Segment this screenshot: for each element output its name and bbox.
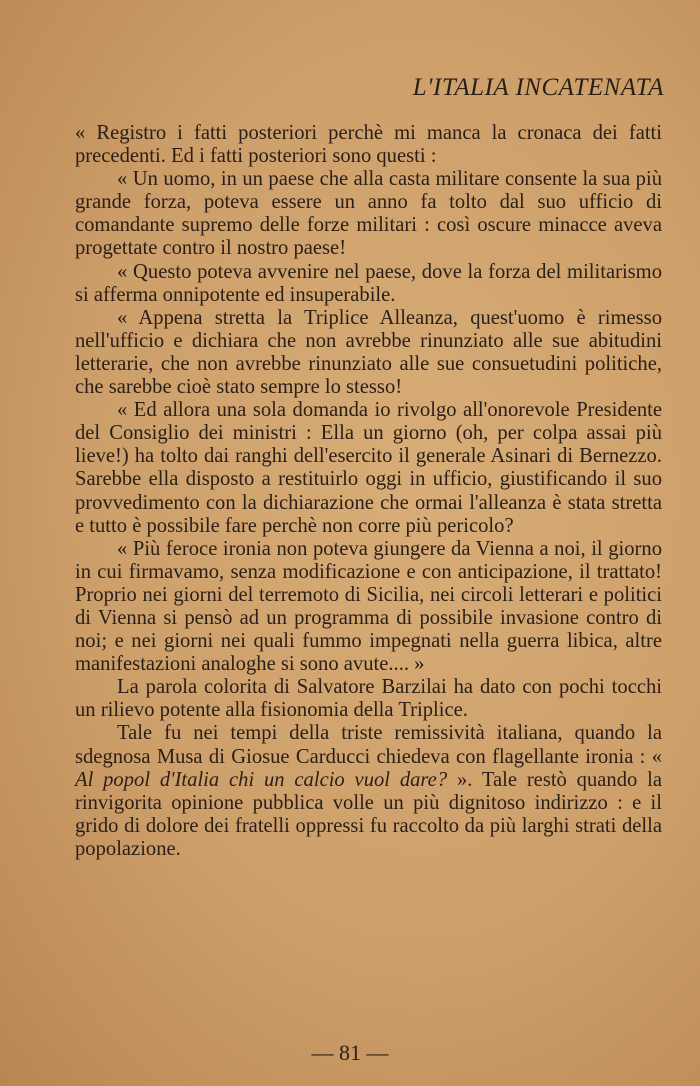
running-header: L'ITALIA INCATENATA bbox=[412, 74, 664, 101]
paragraph-7: La parola colorita di Salvatore Barzilai ha dato con pochi tocchi un rilievo potente alla fisionomia della Triplice. bbox=[75, 676, 662, 722]
page-number: — 81 — bbox=[311, 1040, 389, 1065]
paragraph-2: « Un uomo, in un paese che alla casta militare consente la sua più grande forza, poteva essere un anno fa tolto dal suo ufficio di comandante supremo delle forze militari : così oscure minacce aveva progettate contro il nostro paese! bbox=[75, 168, 662, 260]
carducci-quote: Al popol d'Italia chi un calcio vuol dare? bbox=[75, 768, 448, 791]
paragraph-8 bbox=[75, 722, 662, 861]
paragraph-6: « Più feroce ironia non poteva giungere da Vienna a noi, il giorno in cui firmavamo, senza modificazione e con anticipazione, il trattato! Proprio nei giorni del terremoto di Sicilia, nei circoli letterari e politici di Vienna si pensò ad un programma di possibile invasione contro di noi; e nei giorni nei quali fummo impegnati nella guerra libica, altre manifestazioni analoghe si sono avute.... » bbox=[75, 537, 662, 676]
body-text bbox=[75, 122, 662, 861]
paragraph-3: « Questo poteva avvenire nel paese, dove la forza del militarismo si afferma onnipotente ed insuperabile. bbox=[75, 260, 662, 306]
paragraph-5: « Ed allora una sola domanda io rivolgo all'onorevole Presidente del Consiglio dei ministri : Ella un giorno (oh, per colpa assai più lieve!) ha tolto dai ranghi dell'esercito il generale Asinari di Bernezzo. Sarebbe ella disposto a restituirlo oggi in ufficio, giustificando il suo provvedimento con la dichiarazione che ormai l'alleanza è stata stretta e tutto è possibile fare perchè non corre più pericolo? bbox=[75, 399, 662, 537]
paragraph-1: « Registro i fatti posteriori perchè mi manca la cronaca dei fatti precedenti. Ed i fatti posteriori sono questi : bbox=[75, 122, 662, 168]
paragraph-8-end: ». Tale restò quando la rinvigorita opinione pubblica volle un più dignitoso indirizzo : e il grido di dolore dei fratelli oppressi fu raccolto da più larghi strati della popolazione. bbox=[75, 768, 662, 860]
paragraph-8-start: Tale fu nei tempi della triste remissività italiana, quando la sdegnosa Musa di Giosue Carducci chiedeva con flagellante ironia : « bbox=[75, 722, 662, 768]
paragraph-4: « Appena stretta la Triplice Alleanza, quest'uomo è rimesso nell'ufficio e dichiara che non avrebbe rinunziato alle sue abitudini letterarie, che non avrebbe rinunziato alle sue consuetudini politiche, che sarebbe cioè stato sempre lo stesso! bbox=[75, 306, 662, 399]
